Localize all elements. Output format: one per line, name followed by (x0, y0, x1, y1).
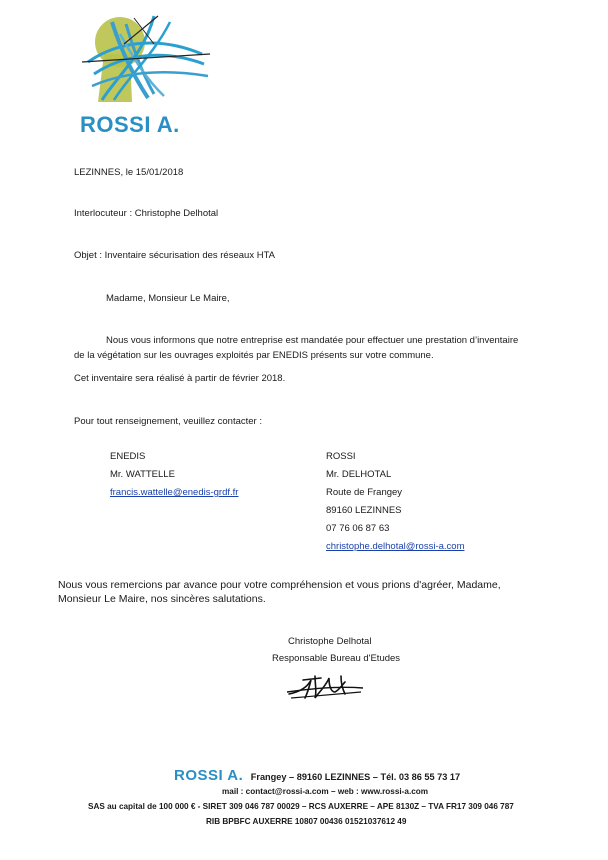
closing (58, 578, 501, 606)
subject: Objet : Inventaire sécurisation des réseaux HTA (74, 250, 276, 261)
contact-email-link[interactable]: christophe.delhotal@rossi-a.com (326, 541, 465, 552)
contact-name: Mr. DELHOTAL (326, 469, 392, 480)
footer-bank: RIB BPBFC AUXERRE 10807 00436 01521037612 49 (206, 817, 407, 826)
contact-city: 89160 LEZINNES (326, 505, 402, 516)
footer-top-line (174, 767, 460, 785)
contact-intro: Pour tout renseignement, veuillez contacter : (74, 416, 262, 427)
place-date: LEZINNES, le 15/01/2018 (74, 167, 184, 178)
footer-brand: ROSSI A. (174, 767, 244, 784)
contact-address: Route de Frangey (326, 487, 403, 498)
contact-phone: 07 76 06 87 63 (326, 523, 390, 534)
contact-org: ENEDIS (110, 451, 146, 462)
paragraph-2: Cet inventaire sera réalisé à partir de février 2018. (74, 373, 286, 384)
contact-email-link[interactable]: francis.wattelle@enedis-grdf.fr (110, 487, 239, 498)
header-brand: ROSSI A. (80, 112, 180, 137)
contact-enedis (110, 451, 238, 499)
company-logo (74, 14, 214, 104)
contact-name: Mr. WATTELLE (110, 469, 175, 480)
footer-address: Frangey – 89160 LEZINNES – Tél. 03 86 55 73 17 (250, 772, 461, 782)
handwritten-signature-icon (285, 670, 367, 702)
signature-mark (285, 670, 367, 702)
closing-line-1: Nous vous remercions par avance pour votre compréhension et vous prions d'agréer, Madame, (58, 579, 501, 591)
interlocutor: Interlocuteur : Christophe Delhotal (74, 208, 219, 219)
paragraph-1-line-2: de la végétation sur les ouvrages exploités par ENEDIS présents sur votre commune. (74, 350, 434, 361)
footer-legal: SAS au capital de 100 000 € - SIRET 309 046 787 00029 – RCS AUXERRE – APE 8130Z – TVA FR17 309 046 787 (88, 802, 514, 811)
signature-title: Responsable Bureau d'Etudes (272, 653, 401, 664)
rossi-logo-icon (74, 14, 214, 104)
footer-contact: mail : contact@rossi-a.com – web : www.rossi-a.com (222, 787, 429, 796)
salutation: Madame, Monsieur Le Maire, (106, 293, 230, 304)
paragraph-1-line-1: Nous vous informons que notre entreprise est mandatée pour effectuer une prestation d’inventaire (106, 335, 519, 346)
contact-rossi (326, 451, 464, 553)
signature-name: Christophe Delhotal (288, 636, 372, 647)
contact-org: ROSSI (326, 451, 356, 462)
closing-line-2: Monsieur Le Maire, nos sincères salutations. (58, 593, 266, 605)
